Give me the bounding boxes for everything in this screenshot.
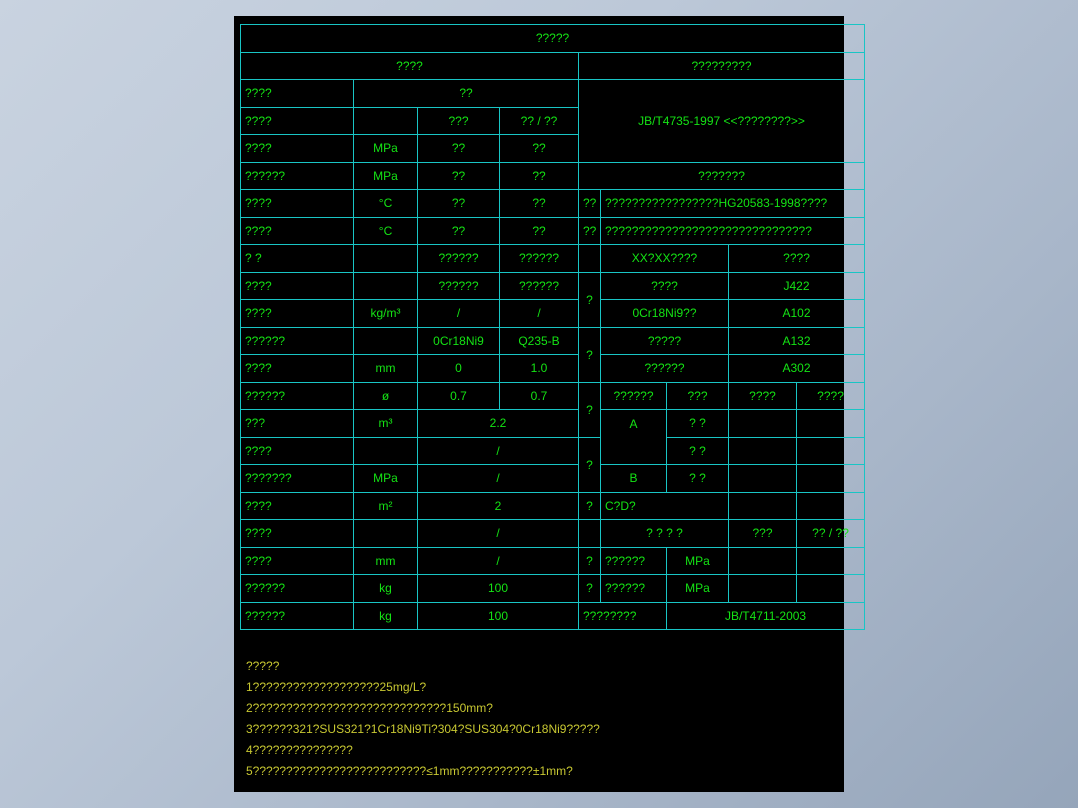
row8-label: ???? (241, 272, 354, 300)
row13-value: 2.2 (418, 410, 579, 438)
pressure-unit-1: MPa (667, 547, 729, 575)
row12-unit: ø (354, 382, 418, 410)
row2-value-1: ??? (418, 107, 500, 135)
row11-value-2: 1.0 (500, 355, 579, 383)
row18-unit: mm (354, 547, 418, 575)
weld-col-header-2: ???? (729, 245, 865, 273)
nde-row-a-label: A (601, 410, 667, 438)
weld-electrode-2: A102 (729, 300, 865, 328)
nde-row-b-label: B (601, 465, 667, 493)
weld-electrode-1: J422 (729, 272, 865, 300)
row14-label: ???? (241, 437, 354, 465)
weld-electrode-3: A132 (729, 327, 865, 355)
row7-value-1: ?????? (418, 245, 500, 273)
row15-label: ??????? (241, 465, 354, 493)
row19-value: 100 (418, 575, 579, 603)
note-2: 2?????????????????????????????150mm? (246, 701, 493, 715)
row8-unit (354, 272, 418, 300)
row10-label: ?????? (241, 327, 354, 355)
weld-material-3: ????? (601, 327, 729, 355)
nde-col-1: ?????? (601, 382, 667, 410)
row17-value: / (418, 520, 579, 548)
row8-value-1: ?????? (418, 272, 500, 300)
nde-cd-cell-3 (797, 492, 865, 520)
notes-title: ????? (246, 659, 280, 673)
row19-label: ?????? (241, 575, 354, 603)
row9-label: ???? (241, 300, 354, 328)
table-row (241, 602, 865, 630)
row5-unit: °C (354, 190, 418, 218)
row7-value-2: ?????? (500, 245, 579, 273)
table-row (241, 80, 865, 108)
row18-label: ???? (241, 547, 354, 575)
row8-value-2: ?????? (500, 272, 579, 300)
row2-value-2: ?? / ?? (500, 107, 579, 135)
row9-value-1: / (418, 300, 500, 328)
bottom-label-text: ? ? ? ? (601, 520, 729, 548)
table-row (241, 492, 865, 520)
weld-material-4: ?????? (601, 355, 729, 383)
row1-label: ???? (241, 80, 354, 108)
table-row (241, 382, 865, 410)
row2-unit (354, 107, 418, 135)
table-row (241, 465, 865, 493)
bottom-standard-label: ???????? (579, 602, 667, 630)
table-row (241, 162, 865, 190)
inspection-text-2: ??????????????????????????????? (601, 217, 865, 245)
row20-unit: kg (354, 602, 418, 630)
row15-value: / (418, 465, 579, 493)
pressure-cell-1b (797, 547, 865, 575)
bottom-label-value-1: ??? (729, 520, 797, 548)
table-row (241, 300, 865, 328)
row4-label: ?????? (241, 162, 354, 190)
row14-unit (354, 437, 418, 465)
nde-col-4: ???? (797, 382, 865, 410)
row5-label: ???? (241, 190, 354, 218)
pressure-mark-2: ? (579, 575, 601, 603)
row11-value-1: 0 (418, 355, 500, 383)
pressure-unit-2: MPa (667, 575, 729, 603)
row1-value: ?? (354, 80, 579, 108)
table-row (241, 245, 865, 273)
row17-unit (354, 520, 418, 548)
inspection-mark-2: ?? (579, 217, 601, 245)
pressure-cell-2b (797, 575, 865, 603)
note-1: 1???????????????????25mg/L? (246, 680, 427, 694)
table-row (241, 272, 865, 300)
nde-row-a-value-2: ? ? (667, 437, 729, 465)
row6-value-1: ?? (418, 217, 500, 245)
weld-mark-2: ? (579, 327, 601, 382)
inspection-mark-1: ?? (579, 190, 601, 218)
row11-label: ???? (241, 355, 354, 383)
note-5: 5??????????????????????????≤1mm???????????±1mm? (246, 764, 573, 778)
row4-unit: MPa (354, 162, 418, 190)
row20-value: 100 (418, 602, 579, 630)
pressure-cell-1a (729, 547, 797, 575)
nde-mark: ? (579, 382, 601, 437)
row12-label: ?????? (241, 382, 354, 410)
table-row (241, 327, 865, 355)
note-3: 3??????321?SUS321?1Cr18Ni9Ti?304?SUS304?0Cr18Ni9????? (246, 722, 600, 736)
table-row (241, 25, 865, 53)
table-row (241, 190, 865, 218)
row10-value-1: 0Cr18Ni9 (418, 327, 500, 355)
row3-unit: MPa (354, 135, 418, 163)
table-row (241, 520, 865, 548)
inspection-text-1: ?????????????????HG20583-1998???? (601, 190, 865, 218)
nde-cd-text: C?D? (601, 492, 729, 520)
note-4: 4??????????????? (246, 743, 353, 757)
row10-unit (354, 327, 418, 355)
row12-value-2: 0.7 (500, 382, 579, 410)
row19-unit: kg (354, 575, 418, 603)
row3-value-2: ?? (500, 135, 579, 163)
row13-unit: m³ (354, 410, 418, 438)
nde-col-2: ??? (667, 382, 729, 410)
nde-cd-cell-2 (729, 492, 797, 520)
row20-label: ?????? (241, 602, 354, 630)
row9-unit: kg/m³ (354, 300, 418, 328)
drawing-sheet (234, 16, 849, 792)
nde-row-b-cell-2 (729, 465, 797, 493)
right-header: ????????? (579, 52, 865, 80)
bottom-label-value-2: ?? / ?? (797, 520, 865, 548)
row11-unit: mm (354, 355, 418, 383)
row7-label: ? ? (241, 245, 354, 273)
nde-row-a-cell-3 (797, 410, 865, 438)
row14-value: / (418, 437, 579, 465)
row4-value-1: ?? (418, 162, 500, 190)
weld-header: ??????? (579, 162, 865, 190)
nde-row-a-label-2 (601, 437, 667, 465)
row17-label: ???? (241, 520, 354, 548)
bottom-mark-spacer (579, 520, 601, 548)
weld-mark-spacer (579, 245, 601, 273)
weld-electrode-4: A302 (729, 355, 865, 383)
row2-label: ???? (241, 107, 354, 135)
row16-label: ???? (241, 492, 354, 520)
row16-value: 2 (418, 492, 579, 520)
weld-mark-1: ? (579, 272, 601, 327)
row7-unit (354, 245, 418, 273)
nde-cd-mark: ? (579, 492, 601, 520)
table-row (241, 575, 865, 603)
sheet-title: ????? (241, 25, 865, 53)
pressure-cell-2a (729, 575, 797, 603)
table-row (241, 547, 865, 575)
row6-label: ???? (241, 217, 354, 245)
standard-reference: JB/T4735-1997 <<????????>> (579, 80, 865, 163)
weld-material-2: 0Cr18Ni9?? (601, 300, 729, 328)
table-row (241, 410, 865, 438)
table-row (241, 52, 865, 80)
left-header: ???? (241, 52, 579, 80)
drawing-canvas (234, 16, 849, 792)
technical-data-table (240, 24, 865, 630)
nde-row-b-cell-3 (797, 465, 865, 493)
bottom-standard-value: JB/T4711-2003 (667, 602, 865, 630)
table-row (241, 355, 865, 383)
pressure-label-1: ?????? (601, 547, 667, 575)
row10-value-2: Q235-B (500, 327, 579, 355)
table-row (241, 217, 865, 245)
row12-value-1: 0.7 (418, 382, 500, 410)
nde-row-a2-cell-3 (797, 437, 865, 465)
technical-notes (246, 656, 600, 782)
nde-row-b-value-1: ? ? (667, 465, 729, 493)
row13-label: ??? (241, 410, 354, 438)
weld-col-header-1: XX?XX???? (601, 245, 729, 273)
row6-value-2: ?? (500, 217, 579, 245)
row6-unit: °C (354, 217, 418, 245)
row18-value: / (418, 547, 579, 575)
row5-value-1: ?? (418, 190, 500, 218)
nde-row-a-cell-2 (729, 410, 797, 438)
pressure-mark-1: ? (579, 547, 601, 575)
row4-value-2: ?? (500, 162, 579, 190)
table-row (241, 437, 865, 465)
row3-value-1: ?? (418, 135, 500, 163)
nde-mark-a: ? (579, 437, 601, 492)
row9-value-2: / (500, 300, 579, 328)
pressure-label-2: ?????? (601, 575, 667, 603)
nde-col-3: ???? (729, 382, 797, 410)
row16-unit: m² (354, 492, 418, 520)
row3-label: ???? (241, 135, 354, 163)
nde-row-a-value-1: ? ? (667, 410, 729, 438)
weld-material-1: ???? (601, 272, 729, 300)
nde-row-a2-cell-2 (729, 437, 797, 465)
row5-value-2: ?? (500, 190, 579, 218)
row15-unit: MPa (354, 465, 418, 493)
